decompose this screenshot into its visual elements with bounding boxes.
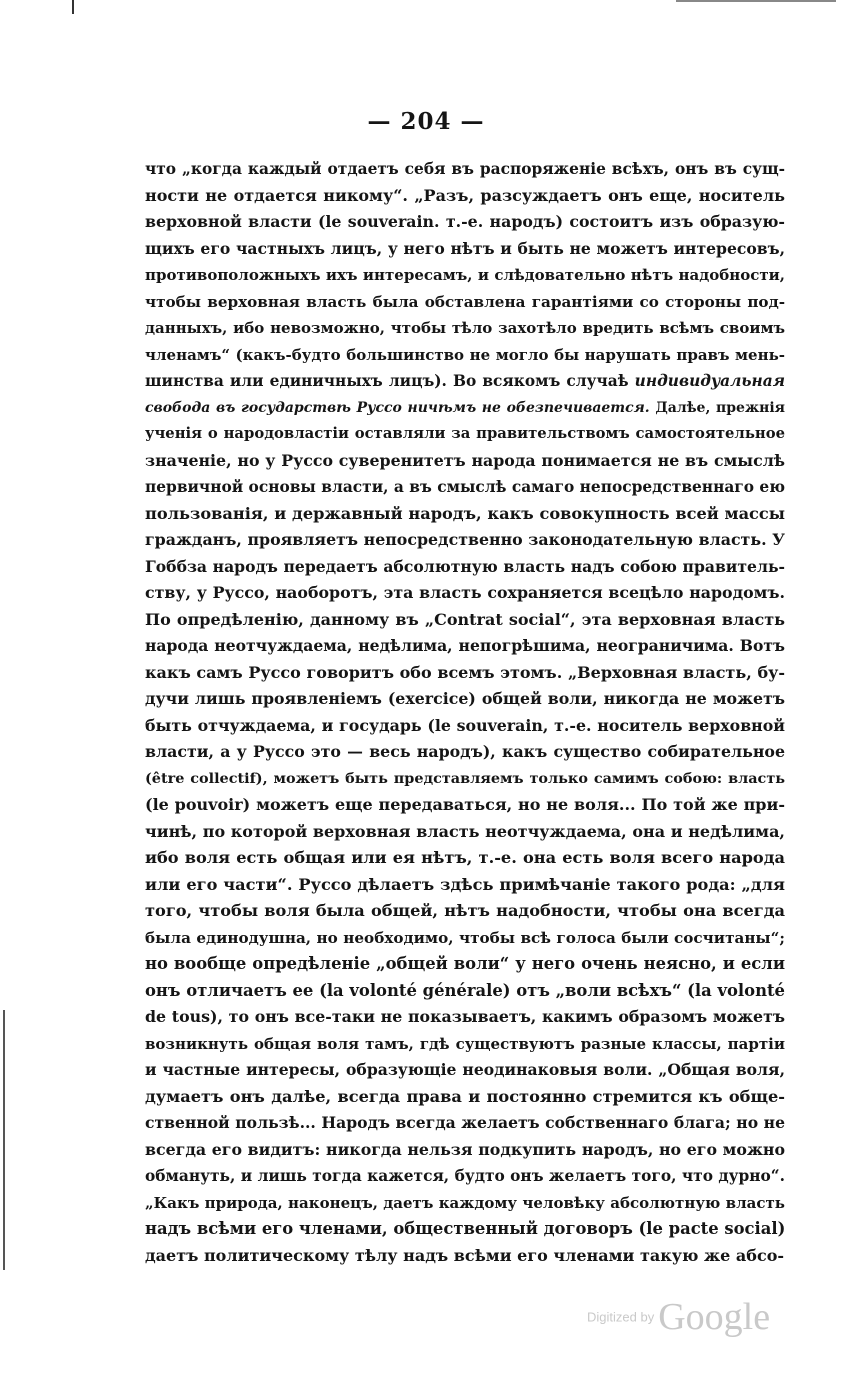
text-line: данныхъ, ибо невозможно, чтобы тѣло захотѣло вредить всѣмъ своимъ: [145, 319, 785, 337]
text-line: обмануть, и лишь тогда кажется, будто онъ желаетъ того, что дурно“.: [145, 1167, 785, 1185]
text-line: противоположныхъ ихъ интересамъ, и слѣдовательно нѣтъ надобности,: [145, 266, 785, 284]
text-line: возникнуть общая воля тамъ, гдѣ существуютъ разные классы, партіи: [145, 1034, 785, 1053]
text-line: гражданъ, проявляетъ непосредственно законодательную власть. У: [145, 530, 785, 549]
watermark-prefix: Digitized by: [587, 1309, 655, 1325]
text-line: какъ самъ Руссо говоритъ обо всемъ этомъ. „Верховная власть, бу-: [145, 662, 785, 682]
text-line: пользованія, и державный народъ, какъ совокупность всей массы: [145, 503, 785, 523]
scan-edge-mark: [72, 0, 74, 14]
text-line: чтобы верховная власть была обставлена гарантіями со стороны под-: [145, 292, 785, 311]
text-line: всегда его видитъ: никогда нельзя подкупить народъ, но его можно: [145, 1139, 785, 1159]
text-line: или его части“. Руссо дѣлаетъ здѣсь примѣчаніе такого рода: „для: [145, 874, 785, 894]
text-line: (le pouvoir) можетъ еще передаваться, но не воля... По той же при-: [145, 795, 785, 814]
page-number: — 204 —: [367, 108, 485, 135]
scan-edge-mark: [3, 1010, 5, 1270]
text-line: щихъ его частныхъ лицъ, у него нѣтъ и быть не можетъ интересовъ,: [145, 238, 785, 258]
text-line: свобода въ государствѣ Руссо ничѣмъ не обезпечивается. Далѣе, прежнія: [145, 399, 785, 416]
text-line: онъ отличаетъ ее (la volonté générale) отъ „воли всѣхъ“ (la volonté: [145, 980, 785, 1000]
text-line: надъ всѣми его членами, общественный договоръ (le pacte social): [145, 1219, 785, 1238]
text-line: ибо воля есть общая или ея нѣтъ, т.-е. она есть воля всего народа: [145, 848, 785, 867]
text-line: членамъ“ (какъ-будто большинство не могло бы нарушать правъ мень-: [145, 345, 785, 364]
text-line: что „когда каждый отдаетъ себя въ распоряженіе всѣхъ, онъ въ сущ-: [145, 160, 785, 178]
digitized-by-google-watermark: [587, 1295, 770, 1339]
body-text: [145, 156, 785, 1269]
text-line: была единодушна, но необходимо, чтобы всѣ голоса были сосчитаны“;: [145, 928, 785, 947]
text-line: того, чтобы воля была общей, нѣтъ надобности, чтобы она всегда: [145, 901, 785, 920]
text-line: ственной пользѣ... Народъ всегда желаетъ собственнаго блага; но не: [145, 1113, 785, 1132]
scan-edge-mark: [676, 0, 836, 2]
text-line: дучи лишь проявленіемъ (exercice) общей воли, никогда не можетъ: [145, 689, 785, 708]
text-line: даетъ политическому тѣлу надъ всѣми его членами такую же абсо-: [145, 1245, 785, 1265]
text-line: ученія о народовластіи оставляли за правительствомъ самостоятельное: [145, 425, 785, 442]
text-line: быть отчуждаема, и государь (le souverain, т.-е. носитель верховной: [145, 715, 785, 735]
text-line: чинѣ, по которой верховная власть неотчуждаема, она и недѣлима,: [145, 821, 785, 841]
text-line: власти, а у Руссо это — весь народъ), какъ существо собирательное: [145, 742, 785, 761]
text-line: ству, у Руссо, наоборотъ, эта власть сохраняется всецѣло народомъ.: [145, 583, 785, 602]
text-line: de tous), то онъ все-таки не показываетъ, какимъ образомъ можетъ: [145, 1007, 785, 1026]
text-line: думаетъ онъ далѣе, всегда права и постоянно стремится къ обще-: [145, 1086, 785, 1106]
text-line: Гоббза народъ передаетъ абсолютную власть надъ собою правитель-: [145, 556, 785, 576]
text-line: „Какъ природа, наконецъ, даетъ каждому человѣку абсолютную власть: [145, 1193, 785, 1212]
text-line: и частные интересы, образующіе неодинаковыя воли. „Общая воля,: [145, 1060, 785, 1079]
text-line: значеніе, но у Руссо суверенитетъ народа понимается не въ смыслѣ: [145, 450, 785, 470]
text-line: По опредѣленію, данному въ „Contrat social“, эта верховная власть: [145, 609, 785, 629]
text-line: первичной основы власти, а въ смыслѣ самаго непосредственнаго ею: [145, 478, 785, 496]
text-line: но вообще опредѣленіе „общей воли“ у него очень неясно, и если: [145, 954, 785, 973]
google-logo: Google: [658, 1296, 771, 1338]
text-line: народа неотчуждаема, недѣлима, непогрѣшима, неограничима. Вотъ: [145, 636, 785, 655]
text-line: ности не отдается никому“. „Разъ, разсуждаетъ онъ еще, носитель: [145, 185, 785, 205]
text-line: верховной власти (le souverain. т.-е. народъ) состоитъ изъ образую-: [145, 212, 785, 231]
text-line: (être collectif), можетъ быть представляемъ только самимъ собою: власть: [145, 769, 785, 787]
text-line: шинства или единичныхъ лицъ). Во всякомъ случаѣ индивидуальная: [145, 372, 785, 390]
